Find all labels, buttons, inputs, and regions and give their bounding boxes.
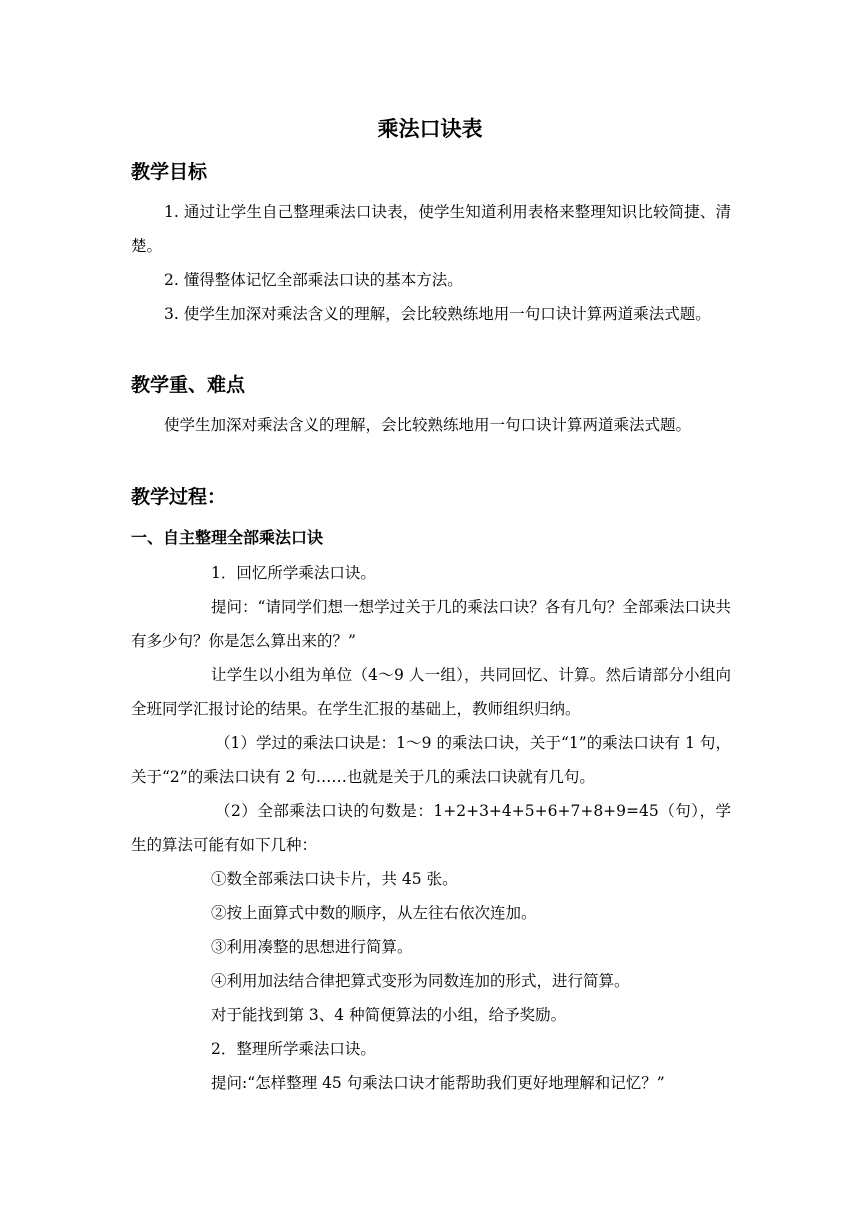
method-item: ①数全部乘法口诀卡片，共 45 张。 <box>211 870 458 888</box>
question-text: 提问:“怎样整理 45 句乘法口诀才能帮助我们更好地理解和记忆？” <box>211 1074 665 1092</box>
question-text: 提问：“请同学们想一想学过关于几的乘法口诀？各有几句？全部乘法口诀共有多少句？你是怎么算出来的？” <box>131 598 731 650</box>
section-heading-teaching-process: 教学过程： <box>131 486 227 508</box>
method-item: ④利用加法结合律把算式变形为同数连加的形式，进行简算。 <box>211 972 630 990</box>
step-heading: 1．回忆所学乘法口诀。 <box>211 564 376 582</box>
key-points-text: 使学生加深对乘法含义的理解，会比较熟练地用一句口诀计算两道乘法式题。 <box>164 416 692 434</box>
goal-item: 2. 懂得整体记忆全部乘法口诀的基本方法。 <box>164 271 463 289</box>
reward-text: 对于能找到第 3、4 种简便算法的小组，给予奖励。 <box>211 1006 567 1024</box>
summary-point: （2）全部乘法口诀的句数是：1+2+3+4+5+6+7+8+9=45（句），学生的算法可能有如下几种： <box>131 802 731 854</box>
section-heading-teaching-goals: 教学目标 <box>131 161 208 183</box>
method-item: ②按上面算式中数的顺序，从左往右依次连加。 <box>211 904 537 922</box>
method-item: ③利用凑整的思想进行简算。 <box>211 938 413 956</box>
activity-text: 让学生以小组为单位（4～9 人一组），共同回忆、计算。然后请部分小组向全班同学汇报讨论的结果。在学生汇报的基础上，教师组织归纳。 <box>131 666 731 718</box>
document-title: 乘法口诀表 <box>377 117 483 141</box>
step-heading: 2．整理所学乘法口诀。 <box>211 1040 376 1058</box>
section-heading-key-points: 教学重、难点 <box>131 374 246 396</box>
summary-point: （1）学过的乘法口诀是：1～9 的乘法口诀，关于“1”的乘法口诀有 1 句，关于“2”的乘法口诀有 2 句……也就是关于几的乘法口诀就有几句。 <box>131 734 731 786</box>
subsection-heading: 一、自主整理全部乘法口诀 <box>131 528 324 547</box>
goal-item: 1. 通过让学生自己整理乘法口诀表，使学生知道利用表格来整理知识比较简捷、清楚。 <box>131 203 731 255</box>
goal-item: 3. 使学生加深对乘法含义的理解，会比较熟练地用一句口诀计算两道乘法式题。 <box>164 305 711 323</box>
